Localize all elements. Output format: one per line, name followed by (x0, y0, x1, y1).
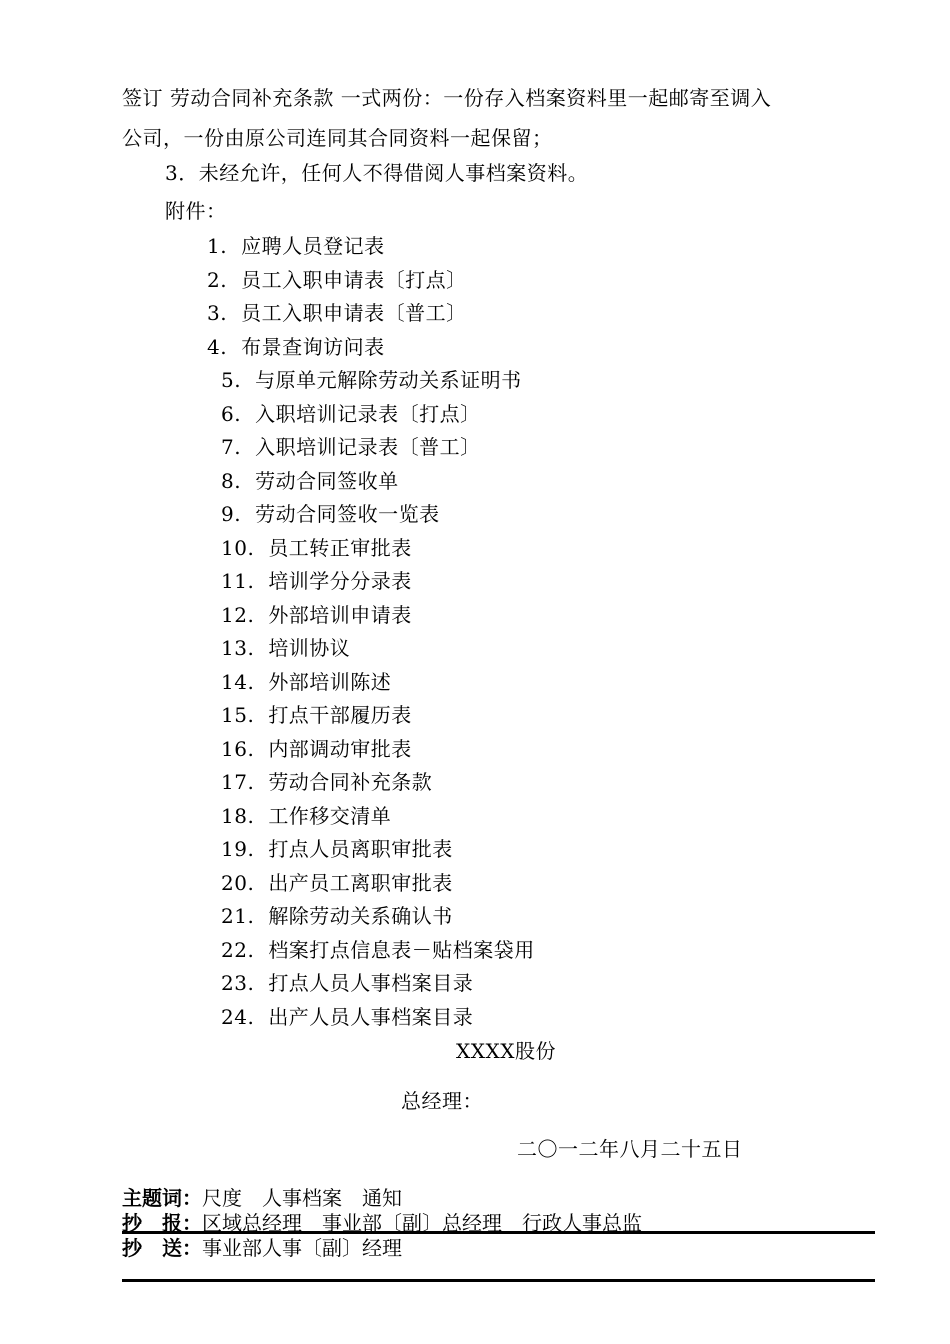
keywords-line (122, 1186, 402, 1210)
attachment-number: 10. (221, 536, 255, 560)
attachment-title: 劳动合同补充条款 (268, 770, 433, 794)
attachment-item (221, 535, 412, 561)
attachment-item (221, 669, 391, 695)
attachment-item (221, 401, 481, 427)
attachment-title: 员工入职申请表〔普工〕 (241, 301, 467, 325)
attachment-number: 14. (221, 670, 255, 694)
attachment-title: 出产人员人事档案目录 (268, 1005, 474, 1029)
attachment-item (221, 937, 535, 963)
attachment-title: 出产员工离职审批表 (268, 871, 453, 895)
attachment-number: 12. (221, 603, 255, 627)
attachment-item (207, 334, 385, 360)
attachment-number: 22. (221, 938, 255, 962)
attachment-number: 17. (221, 770, 255, 794)
attachment-number: 9. (221, 502, 242, 526)
attachment-title: 外部培训陈述 (268, 670, 392, 694)
attachment-title: 内部调动审批表 (268, 737, 412, 761)
attachment-number: 6. (221, 402, 242, 426)
attachment-number: 19. (221, 837, 255, 861)
cc-value: 事业部人事〔副〕经理 (202, 1236, 402, 1260)
attachment-number: 11. (221, 569, 255, 593)
attachment-number: 7. (221, 435, 242, 459)
attachment-item (221, 736, 412, 762)
attachments-heading: 附件： (165, 199, 227, 223)
attachment-item (221, 568, 412, 594)
attachment-item (221, 635, 350, 661)
attachment-title: 档案打点信息表－贴档案袋用 (268, 938, 535, 962)
attachment-title: 员工入职申请表〔打点〕 (241, 268, 467, 292)
attachment-number: 1. (207, 234, 228, 258)
attachment-number: 5. (221, 368, 242, 392)
keywords-label: 主题词： (122, 1186, 202, 1210)
cc-line (122, 1236, 402, 1260)
attachment-title: 入职培训记录表〔普工〕 (255, 435, 481, 459)
attachment-title: 打点人员离职审批表 (268, 837, 453, 861)
attachment-title: 培训协议 (268, 636, 351, 660)
company-name: XXXX股份 (456, 1039, 556, 1063)
attachment-item (221, 702, 412, 728)
attachment-number: 3. (207, 301, 228, 325)
attachment-title: 培训学分分录表 (268, 569, 412, 593)
attachment-number: 23. (221, 971, 255, 995)
attachment-number: 15. (221, 703, 255, 727)
report-to-label: 抄 报： (122, 1211, 202, 1235)
attachment-number: 21. (221, 904, 255, 928)
attachment-title: 应聘人员登记表 (241, 234, 385, 258)
attachment-item (221, 1004, 473, 1030)
document-date: 二〇一二年八月二十五日 (517, 1137, 743, 1161)
attachment-item (207, 300, 467, 326)
body-paragraph-line-2: 公司，一份由原公司连同其合同资料一起保留； (122, 126, 553, 150)
attachment-item (221, 367, 522, 393)
attachment-title: 工作移交清单 (268, 804, 392, 828)
attachment-item (221, 803, 391, 829)
cc-label: 抄 送： (122, 1236, 202, 1260)
attachment-title: 员工转正审批表 (268, 536, 412, 560)
attachment-number: 18. (221, 804, 255, 828)
attachment-title: 布景查询访问表 (241, 335, 385, 359)
footer-divider-bottom (122, 1279, 875, 1282)
attachment-number: 8. (221, 469, 242, 493)
general-manager-label: 总经理： (401, 1089, 483, 1113)
attachment-item (221, 836, 453, 862)
attachment-title: 入职培训记录表〔打点〕 (255, 402, 481, 426)
attachment-item (221, 769, 432, 795)
attachment-title: 与原单元解除劳动关系证明书 (255, 368, 522, 392)
attachment-item (221, 501, 440, 527)
keywords-value: 尺度 人事档案 通知 (202, 1186, 402, 1210)
attachment-title: 打点人员人事档案目录 (268, 971, 474, 995)
attachment-number: 24. (221, 1005, 255, 1029)
attachment-item (221, 434, 481, 460)
attachment-number: 4. (207, 335, 228, 359)
footer-divider-top (122, 1231, 875, 1234)
attachment-number: 16. (221, 737, 255, 761)
attachment-item (221, 903, 453, 929)
attachment-title: 劳动合同签收单 (255, 469, 399, 493)
report-to-value: 区域总经理 事业部〔副〕总经理 行政人事总监 (202, 1211, 642, 1235)
attachment-title: 打点干部履历表 (268, 703, 412, 727)
attachment-number: 20. (221, 871, 255, 895)
body-paragraph-line-1: 签订 劳动合同补充条款 一式两份：一份存入档案资料里一起邮寄至调入 (122, 86, 772, 110)
attachment-item (207, 233, 385, 259)
attachment-item (221, 970, 473, 996)
attachment-item (221, 468, 399, 494)
attachment-title: 外部培训申请表 (268, 603, 412, 627)
attachment-number: 2. (207, 268, 228, 292)
attachment-item (221, 602, 412, 628)
attachment-item (221, 870, 453, 896)
attachment-title: 解除劳动关系确认书 (268, 904, 453, 928)
attachment-item (207, 267, 467, 293)
attachment-title: 劳动合同签收一览表 (255, 502, 440, 526)
attachment-number: 13. (221, 636, 255, 660)
rule-item-3: 3．未经允许，任何人不得借阅人事档案资料。 (165, 161, 589, 185)
